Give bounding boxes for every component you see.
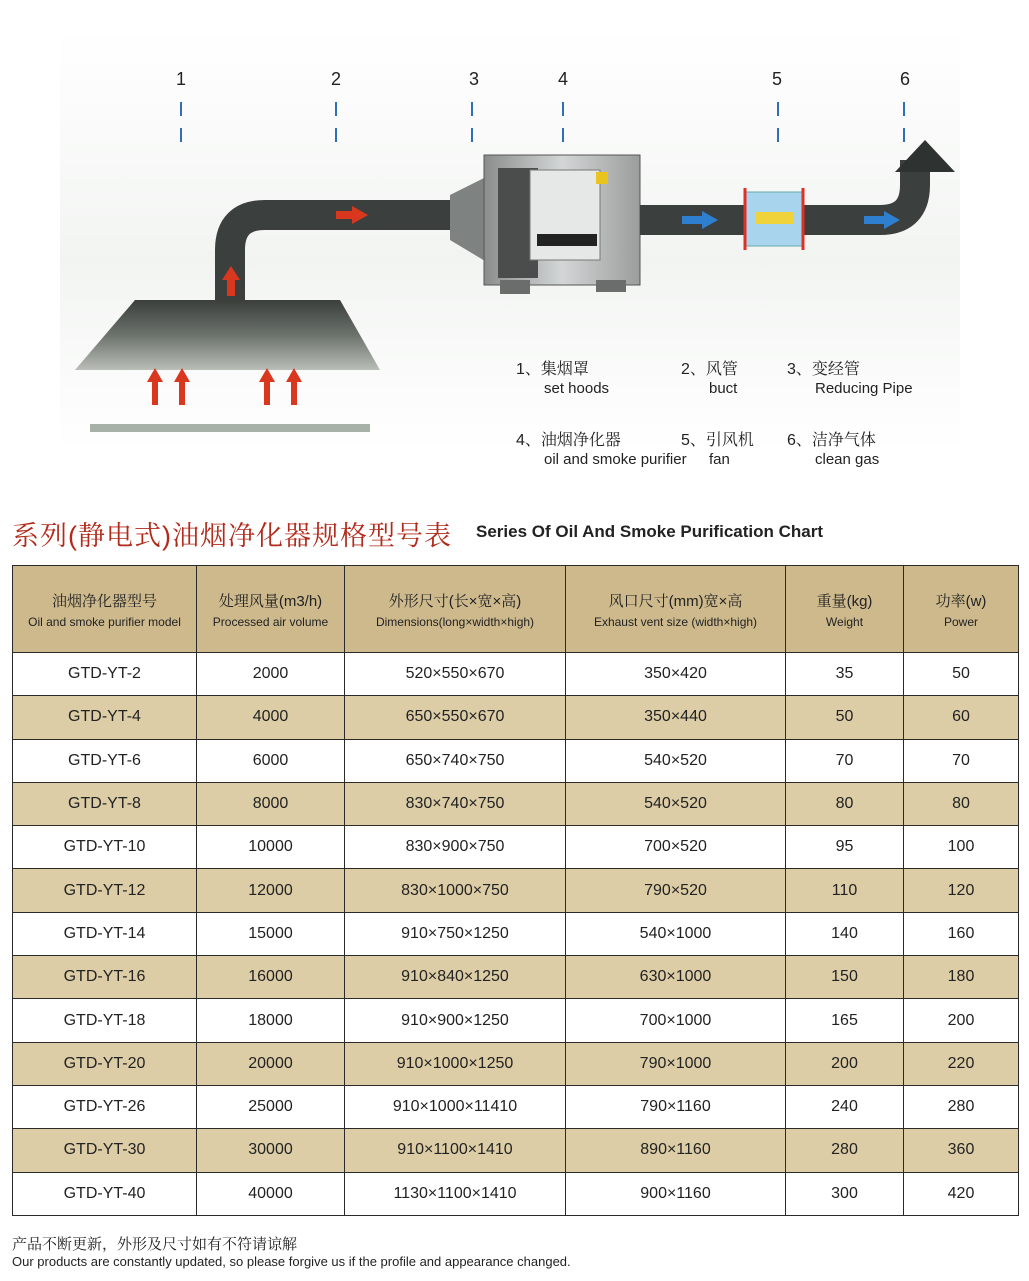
header-en: Processed air volume [212, 614, 329, 629]
cell-air-volume: 10000 [197, 826, 345, 869]
legend-item-1 [516, 360, 609, 398]
cell-power: 60 [904, 696, 1019, 739]
cell-vent-size: 350×420 [566, 653, 786, 696]
cell-vent-size: 790×1000 [566, 1042, 786, 1085]
table-row [13, 869, 1019, 912]
legend-item-3 [787, 360, 913, 398]
cell-power: 160 [904, 912, 1019, 955]
cell-weight: 80 [786, 782, 904, 825]
header-dimensions [345, 566, 566, 653]
legend-item-6 [787, 431, 879, 469]
legend-zh: 1、集烟罩 [516, 361, 589, 378]
cell-model: GTD-YT-12 [13, 869, 197, 912]
header-zh: 功率(w) [935, 592, 987, 610]
cell-air-volume: 15000 [197, 912, 345, 955]
table-row [13, 1172, 1019, 1215]
fan-unit [745, 188, 803, 250]
cell-model: GTD-YT-40 [13, 1172, 197, 1215]
cell-model: GTD-YT-18 [13, 999, 197, 1042]
cell-power: 50 [904, 653, 1019, 696]
cell-dimensions: 910×900×1250 [345, 999, 566, 1042]
diagram-number-4: 4 [557, 69, 569, 89]
cell-model: GTD-YT-8 [13, 782, 197, 825]
diagram-number-1: 1 [175, 69, 187, 89]
cell-model: GTD-YT-30 [13, 1129, 197, 1172]
cell-power: 100 [904, 826, 1019, 869]
cell-weight: 110 [786, 869, 904, 912]
cell-air-volume: 30000 [197, 1129, 345, 1172]
cell-power: 280 [904, 1085, 1019, 1128]
diagram-number-2: 2 [330, 69, 342, 89]
cell-power: 70 [904, 739, 1019, 782]
cell-model: GTD-YT-2 [13, 653, 197, 696]
legend-zh: 6、洁净气体 [787, 432, 876, 449]
legend-zh: 4、油烟净化器 [516, 432, 621, 449]
legend-zh: 2、风管 [681, 361, 738, 378]
header-weight [786, 566, 904, 653]
table-row [13, 912, 1019, 955]
spec-table [12, 565, 1019, 1216]
table-row [13, 1042, 1019, 1085]
cell-dimensions: 910×750×1250 [345, 912, 566, 955]
header-en: Power [943, 614, 978, 629]
cell-power: 360 [904, 1129, 1019, 1172]
chart-title-zh: 系列(静电式)油烟净化器规格型号表 [12, 521, 452, 551]
cell-vent-size: 900×1160 [566, 1172, 786, 1215]
cell-dimensions: 910×1000×1250 [345, 1042, 566, 1085]
purifier-unit [484, 155, 640, 294]
cell-dimensions: 830×900×750 [345, 826, 566, 869]
cell-dimensions: 650×740×750 [345, 739, 566, 782]
cell-weight: 140 [786, 912, 904, 955]
cell-model: GTD-YT-26 [13, 1085, 197, 1128]
cell-model: GTD-YT-6 [13, 739, 197, 782]
legend-en: oil and smoke purifier [544, 451, 687, 468]
cell-weight: 50 [786, 696, 904, 739]
cell-air-volume: 8000 [197, 782, 345, 825]
cell-dimensions: 910×1100×1410 [345, 1129, 566, 1172]
table-header-row [13, 566, 1019, 653]
table-row [13, 826, 1019, 869]
cell-model: GTD-YT-10 [13, 826, 197, 869]
legend-en: Reducing Pipe [815, 380, 913, 397]
cell-dimensions: 1130×1100×1410 [345, 1172, 566, 1215]
cell-vent-size: 790×520 [566, 869, 786, 912]
cell-dimensions: 830×1000×750 [345, 869, 566, 912]
cell-vent-size: 540×1000 [566, 912, 786, 955]
cell-air-volume: 16000 [197, 956, 345, 999]
cell-vent-size: 350×440 [566, 696, 786, 739]
footnote-en: Our products are constantly updated, so please forgive us if the profile and appearance changed. [12, 1254, 571, 1269]
cell-weight: 280 [786, 1129, 904, 1172]
table-row [13, 653, 1019, 696]
cell-air-volume: 25000 [197, 1085, 345, 1128]
cell-power: 200 [904, 999, 1019, 1042]
cell-dimensions: 910×840×1250 [345, 956, 566, 999]
cell-air-volume: 40000 [197, 1172, 345, 1215]
header-power [904, 566, 1019, 653]
cell-weight: 70 [786, 739, 904, 782]
table-row [13, 999, 1019, 1042]
header-zh: 外形尺寸(长×宽×高) [388, 592, 522, 610]
cell-dimensions: 520×550×670 [345, 653, 566, 696]
header-en: Dimensions(long×width×high) [375, 614, 535, 629]
header-en: Weight [825, 614, 864, 629]
cell-model: GTD-YT-4 [13, 696, 197, 739]
stove-base [90, 424, 370, 432]
cell-weight: 95 [786, 826, 904, 869]
cell-air-volume: 6000 [197, 739, 345, 782]
cell-dimensions: 910×1000×11410 [345, 1085, 566, 1128]
table-body [13, 653, 1019, 1216]
cell-power: 420 [904, 1172, 1019, 1215]
legend-en: fan [709, 451, 730, 468]
cell-model: GTD-YT-16 [13, 956, 197, 999]
cell-power: 120 [904, 869, 1019, 912]
cell-power: 80 [904, 782, 1019, 825]
legend-zh: 3、变经管 [787, 361, 860, 378]
cell-air-volume: 12000 [197, 869, 345, 912]
legend-item-5 [681, 431, 754, 469]
table-row [13, 782, 1019, 825]
header-zh: 油烟净化器型号 [51, 592, 157, 610]
cell-dimensions: 650×550×670 [345, 696, 566, 739]
header-en: Oil and smoke purifier model [28, 614, 181, 629]
cell-vent-size: 540×520 [566, 782, 786, 825]
legend-en: clean gas [815, 451, 880, 468]
cell-power: 180 [904, 956, 1019, 999]
system-diagram-graphic [0, 0, 1029, 470]
table-row [13, 739, 1019, 782]
header-zh: 处理风量(m3/h) [218, 592, 323, 610]
cell-power: 220 [904, 1042, 1019, 1085]
cell-weight: 150 [786, 956, 904, 999]
legend-en: buct [709, 380, 738, 397]
header-model [13, 566, 197, 653]
table-row [13, 696, 1019, 739]
cell-weight: 240 [786, 1085, 904, 1128]
cell-weight: 300 [786, 1172, 904, 1215]
cell-model: GTD-YT-20 [13, 1042, 197, 1085]
cell-air-volume: 20000 [197, 1042, 345, 1085]
system-diagram [0, 0, 1029, 470]
cell-air-volume: 4000 [197, 696, 345, 739]
cell-vent-size: 890×1160 [566, 1129, 786, 1172]
cell-dimensions: 830×740×750 [345, 782, 566, 825]
cell-air-volume: 18000 [197, 999, 345, 1042]
footnote-zh: 产品不断更新，外形及尺寸如有不符请谅解 [12, 1236, 298, 1253]
cell-weight: 35 [786, 653, 904, 696]
header-zh: 风口尺寸(mm)宽×高 [608, 592, 743, 610]
cell-vent-size: 540×520 [566, 739, 786, 782]
table-row [13, 956, 1019, 999]
cell-weight: 200 [786, 1042, 904, 1085]
diagram-number-5: 5 [771, 69, 783, 89]
legend-en: set hoods [544, 380, 610, 397]
cell-vent-size: 700×520 [566, 826, 786, 869]
header-en: Exhaust vent size (width×high) [593, 614, 758, 629]
legend-zh: 5、引风机 [681, 432, 754, 449]
legend-item-2 [681, 360, 738, 398]
chart-title-en: Series Of Oil And Smoke Purification Chart [476, 522, 823, 541]
cell-vent-size: 700×1000 [566, 999, 786, 1042]
header-vent-size [566, 566, 786, 653]
diagram-number-6: 6 [899, 69, 911, 89]
cell-vent-size: 630×1000 [566, 956, 786, 999]
cell-air-volume: 2000 [197, 653, 345, 696]
table-row [13, 1085, 1019, 1128]
diagram-number-3: 3 [468, 69, 480, 89]
cell-model: GTD-YT-14 [13, 912, 197, 955]
legend-item-4 [516, 431, 687, 469]
cell-weight: 165 [786, 999, 904, 1042]
cell-vent-size: 790×1160 [566, 1085, 786, 1128]
header-air-volume [197, 566, 345, 653]
table-row [13, 1129, 1019, 1172]
header-zh: 重量(kg) [816, 592, 873, 610]
